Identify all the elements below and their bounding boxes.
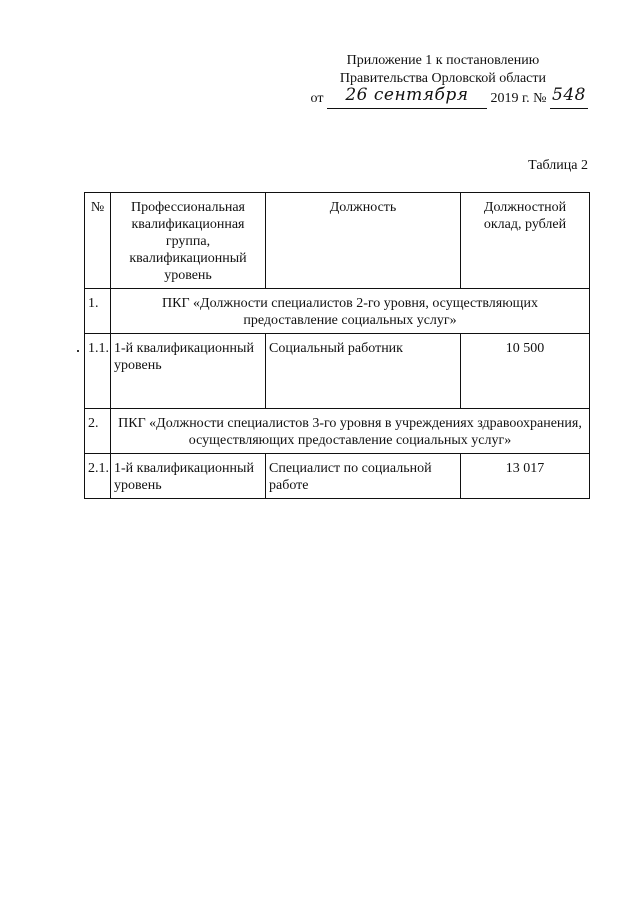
salary-table: [84, 192, 590, 499]
row-position: Социальный работник: [266, 334, 461, 409]
date-blank: [327, 85, 487, 109]
group-num: 1.: [85, 289, 111, 334]
group-row: [85, 409, 590, 454]
group-title: ПКГ «Должности специалистов 3-го уровня в учреждениях здравоохранения, осуществляющих предоставление социальных услуг»: [111, 409, 590, 454]
row-salary: 13 017: [461, 454, 590, 499]
header-salary: Должностной оклад, рублей: [461, 193, 590, 289]
row-num: 2.1.: [85, 454, 111, 499]
row-level: 1-й квалификационный уровень: [111, 454, 266, 499]
number-blank: [550, 85, 588, 109]
appendix-line-1: Приложение 1 к постановлению: [346, 53, 540, 68]
year-text: 2019 г. №: [490, 91, 547, 106]
row-num: 1.1.: [85, 334, 111, 409]
date-prefix: от: [310, 91, 324, 106]
appendix-header: [340, 52, 546, 88]
table-row: [85, 334, 590, 409]
header-position: Должность: [266, 193, 461, 289]
appendix-line-2: Правительства Орловской области: [339, 71, 546, 86]
handwritten-date: 26 сентября: [345, 85, 469, 105]
date-line: [310, 85, 588, 108]
group-row: [85, 289, 590, 334]
header-group: Профессиональная квалификационная группа, квалификационный уровень: [111, 193, 266, 289]
row-level: 1-й квалификационный уровень: [111, 334, 266, 409]
table-title: Таблица 2: [528, 158, 588, 173]
handwritten-number: 548: [552, 85, 586, 105]
group-title: ПКГ «Должности специалистов 2-го уровня, осуществляющих предоставление социальных услуг»: [111, 289, 590, 334]
scan-dot: [77, 350, 79, 352]
row-salary: 10 500: [461, 334, 590, 409]
table-header-row: [85, 193, 590, 289]
table-row: [85, 454, 590, 499]
row-position: Специалист по социальной работе: [266, 454, 461, 499]
group-num: 2.: [85, 409, 111, 454]
header-num: №: [85, 193, 111, 289]
